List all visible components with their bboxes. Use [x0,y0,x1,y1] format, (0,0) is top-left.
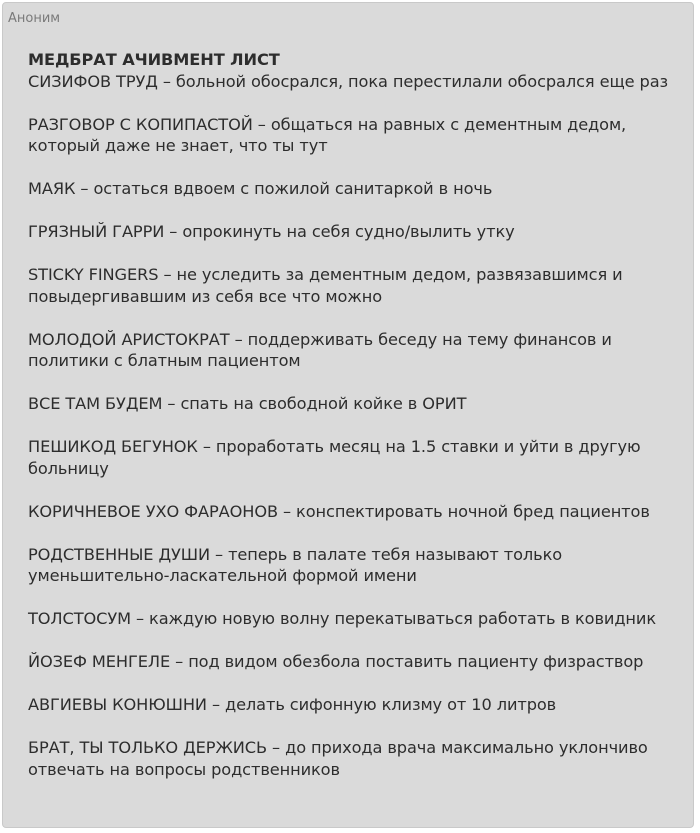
achievement-item: ТОЛСТОСУМ – каждую новую волну перекатываться работать в ковидник [28,609,656,628]
achievement-item: СИЗИФОВ ТРУД – больной обосрался, пока перестилали обосрался еще раз [28,71,669,91]
post-content [28,49,683,802]
achievement-item: РОДСТВЕННЫЕ ДУШИ – теперь в палате тебя называют только уменьшительно-ласкательной формой имени [28,544,563,585]
achievement-item: ЙОЗЕФ МЕНГЕЛЕ – под видом обезбола поставить пациенту физраствор [28,652,644,671]
achievement-item: КОРИЧНЕВОЕ УХО ФАРАОНОВ – конспектировать ночной бред пациентов [28,501,650,521]
post-title: МЕДБРАТ АЧИВМЕНТ ЛИСТ [28,50,280,69]
achievement-item: ВСЕ ТАМ БУДЕМ – спать на свободной койке в ОРИТ [28,394,467,413]
post-card [2,2,694,828]
achievement-item: БРАТ, ТЫ ТОЛЬКО ДЕРЖИСЬ – до прихода врача максимально уклончиво отвечать на вопросы родственников [28,738,648,779]
post-author[interactable]: Аноним [8,11,61,26]
achievement-item: АВГИЕВЫ КОНЮШНИ – делать сифонную клизму от 10 литров [28,695,557,714]
achievement-item: МАЯК – остаться вдвоем с пожилой санитаркой в ночь [28,179,493,198]
achievement-item: МОЛОДОЙ АРИСТОКРАТ – поддерживать беседу на тему финансов и политики с блатным пациентом [28,329,612,370]
achievement-item: ПЕШИКОД БЕГУНОК – проработать месяц на 1.5 ставки и уйти в другую больницу [28,437,641,478]
achievement-item: ГРЯЗНЫЙ ГАРРИ – опрокинуть на себя судно/вылить утку [28,222,515,241]
achievement-item: РАЗГОВОР С КОПИПАСТОЙ – общаться на равных с дементным дедом, который даже не знает, что ты тут [28,114,627,155]
achievement-item: STICKY FINGERS – не уследить за дементным дедом, развязавшимся и повыдергивавшим из себя все что можно [28,265,623,306]
